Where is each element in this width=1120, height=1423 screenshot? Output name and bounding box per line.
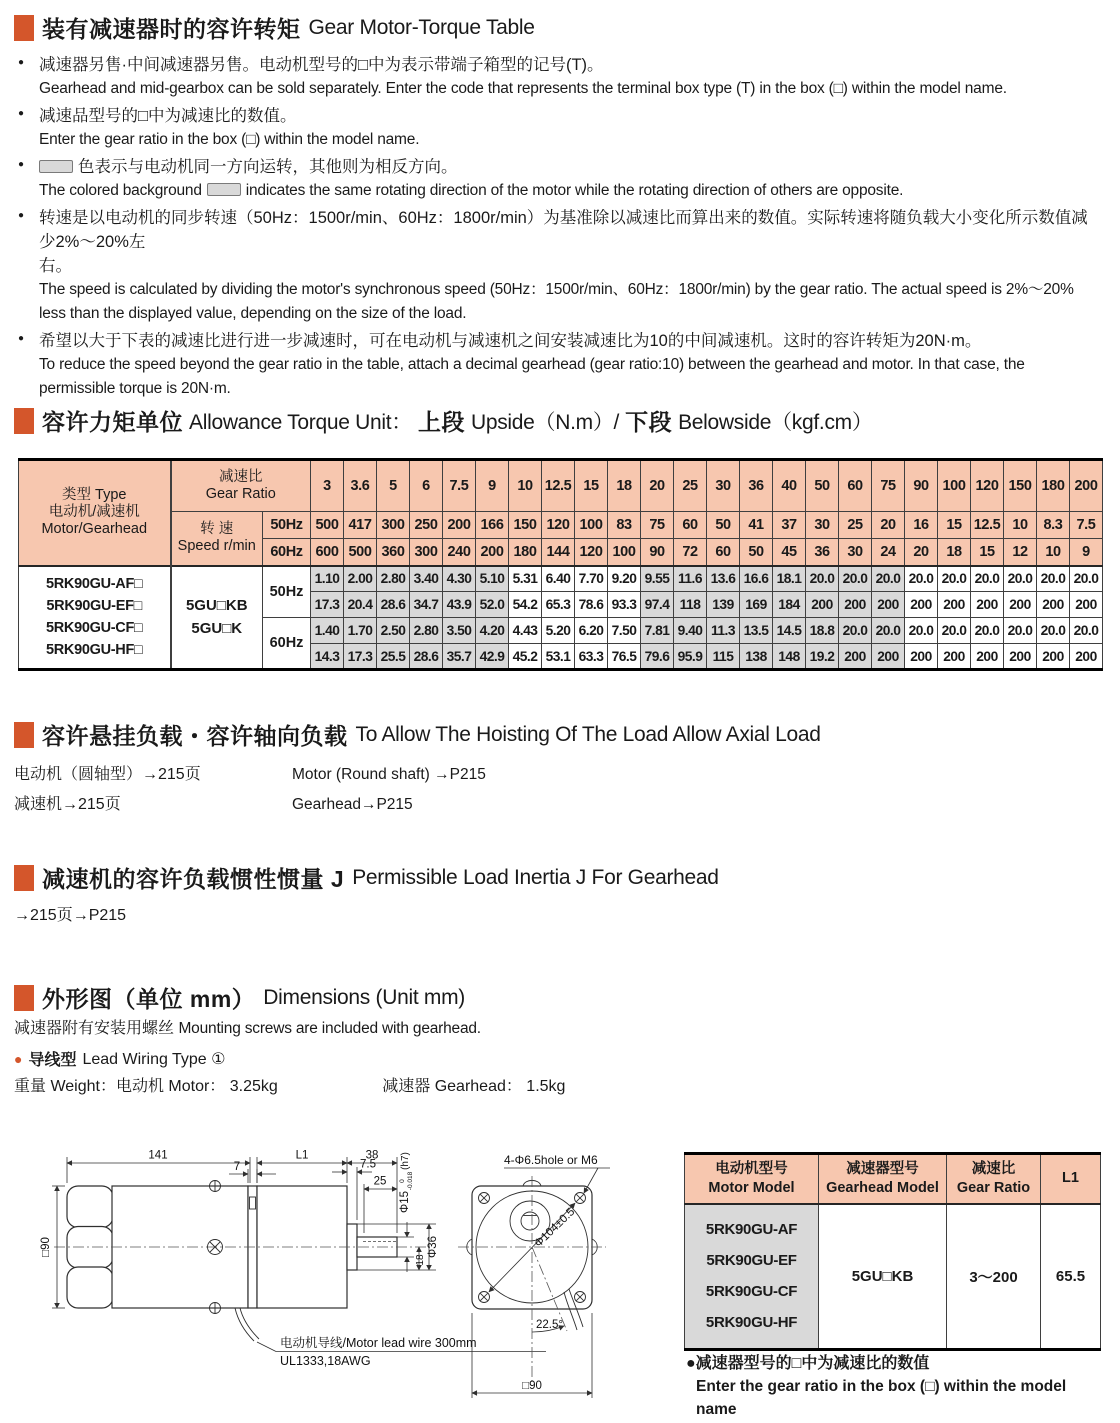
torque-table-cell: 10 xyxy=(1037,539,1070,566)
dim-L1: L1 xyxy=(295,1149,309,1162)
section-title-inertia xyxy=(14,861,719,894)
inertia-link: →215页→P215 xyxy=(14,907,127,924)
dim-shaft-tol-top: 0 xyxy=(399,1179,406,1183)
direction-color-swatch xyxy=(39,160,73,173)
torque-table-cell: 2.80 xyxy=(410,618,443,644)
section-title-en: Gear Motor-Torque Table xyxy=(308,15,535,39)
dim-shaft-tol-bot: -0.018 xyxy=(407,1171,414,1191)
torque-table-cell: 93.3 xyxy=(608,592,641,618)
torque-table-cell: 18 xyxy=(608,460,641,512)
torque-table-cell: 75 xyxy=(872,460,905,512)
gear-motor-torque-table xyxy=(18,458,1103,671)
torque-table-cell: 200 xyxy=(476,539,509,566)
torque-table-cell: 3.6 xyxy=(344,460,377,512)
unit-upside-en: Upside（N.m）/ xyxy=(470,410,620,434)
torque-table-cell: 25.5 xyxy=(377,644,410,670)
torque-table-cell: 20.0 xyxy=(1004,618,1037,644)
torque-table-cell: 10 xyxy=(1004,512,1037,539)
l1-cell: 65.5 xyxy=(1041,1204,1101,1350)
torque-table-cell: 8.3 xyxy=(1037,512,1070,539)
torque-table-cell: 6 xyxy=(410,460,443,512)
link-row xyxy=(14,760,486,790)
section-marker-icon xyxy=(14,722,34,748)
dim-shaft-fit: (h7) xyxy=(400,1152,411,1170)
torque-table-cell: 500 xyxy=(344,539,377,566)
note-zh: 希望以大于下表的减速比进行进一步减速时，可在电动机与减速机之间安装减速比为10的中间减速机。这时的容许转矩为20N·m。 xyxy=(39,332,982,350)
torque-table-cell: 600 xyxy=(311,539,344,566)
torque-table-cell: 118 xyxy=(674,592,707,618)
torque-table-cell: 3 xyxy=(311,460,344,512)
torque-table-cell: 28.6 xyxy=(410,644,443,670)
lead-wiring-line xyxy=(14,1047,226,1070)
torque-table-cell: 45 xyxy=(773,539,806,566)
dim-38: 38 xyxy=(365,1149,379,1162)
torque-table-cell: 28.6 xyxy=(377,592,410,618)
torque-table-cell: 300 xyxy=(410,539,443,566)
torque-table-cell: 148 xyxy=(773,644,806,670)
col-gear-ratio: 减速比 Gear Ratio xyxy=(947,1154,1041,1204)
note-en: The speed is calculated by dividing the motor's synchronous speed (50Hz：1500r/min、60Hz：1800r/min) by the gear ratio. The actual speed is 2%～20% less than the displayed value, depending on the size of the load. xyxy=(39,281,1074,322)
note-zh: 减速器另售·中间减速器另售。电动机型号的□中为表示带端子箱型的记号(T)。 xyxy=(39,56,604,74)
torque-table-cell: 200 xyxy=(938,644,971,670)
lead-en: Lead Wiring Type ① xyxy=(82,1050,226,1068)
torque-table-cell: 20.0 xyxy=(905,566,938,592)
torque-table-cell: 75 xyxy=(641,512,674,539)
section-title-zh: 装有减速器时的容许转矩 xyxy=(42,16,301,42)
torque-table-cell: 17.3 xyxy=(311,592,344,618)
bullet-item xyxy=(18,53,1104,101)
torque-table-cell: 250 xyxy=(410,512,443,539)
dims-zh: 外形图（单位 mm） xyxy=(42,986,256,1012)
torque-table-cell: 20.0 xyxy=(938,618,971,644)
motor-models-cell: 5RK90GU-AF 5RK90GU-EF 5RK90GU-CF 5RK90GU-HF xyxy=(685,1204,819,1350)
torque-table-cell: 50Hz xyxy=(263,512,311,539)
section-marker-icon xyxy=(14,15,34,41)
weight-line xyxy=(14,1073,565,1096)
torque-table-cell: 97.4 xyxy=(641,592,674,618)
torque-table-cell: 18 xyxy=(938,539,971,566)
torque-table-cell: 100 xyxy=(575,512,608,539)
torque-table-cell: 20.0 xyxy=(839,566,872,592)
torque-table-cell: 5 xyxy=(377,460,410,512)
torque-table-cell: 20.0 xyxy=(938,566,971,592)
torque-table-cell: 200 xyxy=(905,592,938,618)
torque-table-cell: 12.5 xyxy=(542,460,575,512)
weight-motor: 重量 Weight：电动机 Motor： 3.25kg xyxy=(14,1078,278,1095)
torque-table-cell: 50 xyxy=(707,512,740,539)
bullet-item xyxy=(18,155,1104,203)
torque-table-cell: 30 xyxy=(806,512,839,539)
torque-table-cell: 200 xyxy=(839,644,872,670)
dim-7-5: 7.5 xyxy=(360,1158,376,1171)
torque-table-cell: 4.20 xyxy=(476,618,509,644)
unit-belowside-zh: 下段 xyxy=(625,409,673,435)
torque-table-cell: 13.5 xyxy=(740,618,773,644)
torque-table-cell: 5.10 xyxy=(476,566,509,592)
torque-table-cell: 12 xyxy=(1004,539,1037,566)
torque-table-cell: 115 xyxy=(707,644,740,670)
torque-table-cell: 83 xyxy=(608,512,641,539)
torque-table-cell: 转 速 Speed r/min xyxy=(171,512,263,566)
torque-table-cell: 20.0 xyxy=(1037,618,1070,644)
torque-table-cell: 166 xyxy=(476,512,509,539)
model-table-wrap xyxy=(684,1152,1101,1351)
torque-table-cell: 9 xyxy=(476,460,509,512)
torque-table-cell: 34.7 xyxy=(410,592,443,618)
torque-table-cell: 17.3 xyxy=(344,644,377,670)
torque-table-cell: 7.5 xyxy=(443,460,476,512)
lead-wire-label: 电动机导线/Motor lead wire 300mm xyxy=(280,1336,477,1350)
torque-table-cell: 14.5 xyxy=(773,618,806,644)
torque-table-cell: 9.20 xyxy=(608,566,641,592)
torque-table-cell: 100 xyxy=(938,460,971,512)
torque-table-cell: 200 xyxy=(443,512,476,539)
weight-gearhead: 减速器 Gearhead： 1.5kg xyxy=(382,1078,566,1095)
bullet-icon: ● xyxy=(18,57,25,68)
torque-table-cell: 18.8 xyxy=(806,618,839,644)
torque-table-cell: 60 xyxy=(674,512,707,539)
inertia-en: Permissible Load Inertia J For Gearhead xyxy=(352,865,719,889)
torque-table-cell: 169 xyxy=(740,592,773,618)
torque-table-cell: 16.6 xyxy=(740,566,773,592)
torque-table-cell: 200 xyxy=(1070,592,1103,618)
torque-table-cell: 6.20 xyxy=(575,618,608,644)
torque-table-cell: 150 xyxy=(1004,460,1037,512)
lead-zh: 导线型 xyxy=(28,1052,77,1069)
torque-table-cell: 6.40 xyxy=(542,566,575,592)
gear-ratio-cell: 3～200 xyxy=(947,1204,1041,1350)
torque-table-cell: 138 xyxy=(740,644,773,670)
torque-table-cell: 20.0 xyxy=(1070,566,1103,592)
torque-table-cell: 50 xyxy=(740,539,773,566)
lead-wire-spec: UL1333,18AWG xyxy=(280,1354,371,1368)
unit-upside-zh: 上段 xyxy=(417,409,465,435)
torque-table-cell: 90 xyxy=(641,539,674,566)
gearhead-model-cell: 5GU□KB xyxy=(819,1204,947,1350)
torque-table-cell: 9.40 xyxy=(674,618,707,644)
torque-table-cell: 180 xyxy=(1037,460,1070,512)
torque-table-cell: 65.3 xyxy=(542,592,575,618)
torque-table-cell: 76.5 xyxy=(608,644,641,670)
torque-table-cell: 18.1 xyxy=(773,566,806,592)
front-view xyxy=(458,1153,610,1398)
mounting-note-en: Mounting screws are included with gearhead. xyxy=(178,1020,481,1037)
torque-table-cell: 7.5 xyxy=(1070,512,1103,539)
torque-table-cell: 20.0 xyxy=(971,566,1004,592)
torque-table-cell: 20.0 xyxy=(872,566,905,592)
dim-angle: 22.5° xyxy=(536,1319,563,1331)
torque-table-cell: 12.5 xyxy=(971,512,1004,539)
torque-table-cell: 11.6 xyxy=(674,566,707,592)
torque-table-cell: 50Hz xyxy=(263,566,311,618)
torque-table-cell: 11.3 xyxy=(707,618,740,644)
torque-table-cell: 15 xyxy=(575,460,608,512)
inertia-zh: 减速机的容许负载惯性惯量 J xyxy=(42,866,345,892)
bullet-icon: ● xyxy=(18,159,25,170)
model-note-zh: ●减速器型号的□中为减速比的数值 xyxy=(686,1355,930,1372)
note-zh: 减速品型号的□中为减速比的数值。 xyxy=(39,107,297,125)
torque-table-cell: 144 xyxy=(542,539,575,566)
torque-table-cell: 20 xyxy=(641,460,674,512)
direction-color-swatch xyxy=(207,183,241,196)
torque-table-cell: 54.2 xyxy=(509,592,542,618)
mounting-note-zh: 减速器附有安装用螺丝 xyxy=(14,1020,175,1037)
torque-table-cell: 300 xyxy=(377,512,410,539)
torque-table-cell: 19.2 xyxy=(806,644,839,670)
torque-table-wrap xyxy=(18,458,1103,671)
torque-table-cell: 200 xyxy=(1004,592,1037,618)
dim-boss-dia: Φ36 xyxy=(427,1236,439,1258)
torque-table-cell: 25 xyxy=(839,512,872,539)
bullet-icon: ● xyxy=(18,210,25,221)
torque-table-cell: 3.40 xyxy=(410,566,443,592)
torque-table-cell: 50 xyxy=(806,460,839,512)
torque-table-cell: 5GU□KB 5GU□K xyxy=(171,566,263,670)
torque-table-cell: 3.50 xyxy=(443,618,476,644)
torque-table-cell: 200 xyxy=(1070,460,1103,512)
torque-table-cell: 200 xyxy=(1037,592,1070,618)
torque-table-cell: 120 xyxy=(971,460,1004,512)
model-note-en: Enter the gear ratio in the box (□) within the model name xyxy=(696,1378,1067,1418)
torque-table-cell: 79.6 xyxy=(641,644,674,670)
unit-zh: 容许力矩单位 xyxy=(42,409,183,435)
torque-table-cell: 200 xyxy=(806,592,839,618)
torque-table-cell: 90 xyxy=(905,460,938,512)
torque-table-cell: 200 xyxy=(971,592,1004,618)
torque-table-cell: 60 xyxy=(839,460,872,512)
unit-belowside-en: Belowside（kgf.cm） xyxy=(678,410,873,434)
model-table-note xyxy=(686,1352,1106,1421)
torque-table-cell: 360 xyxy=(377,539,410,566)
side-view xyxy=(40,1150,546,1369)
unit-en: Allowance Torque Unit： xyxy=(189,410,412,434)
torque-table-cell: 15 xyxy=(938,512,971,539)
torque-table-cell: 20.0 xyxy=(872,618,905,644)
torque-table-cell: 9 xyxy=(1070,539,1103,566)
torque-table-cell: 20.0 xyxy=(839,618,872,644)
torque-table-cell: 9.55 xyxy=(641,566,674,592)
note-zh-line2: 右。 xyxy=(39,257,72,275)
torque-table-cell: 16 xyxy=(905,512,938,539)
torque-table-cell: 20.0 xyxy=(905,618,938,644)
torque-table-cell: 15 xyxy=(971,539,1004,566)
torque-table-cell: 20.0 xyxy=(1070,618,1103,644)
torque-table-cell: 2.00 xyxy=(344,566,377,592)
torque-table-cell: 500 xyxy=(311,512,344,539)
torque-table-cell: 150 xyxy=(509,512,542,539)
torque-table-cell: 100 xyxy=(608,539,641,566)
torque-table-cell: 36 xyxy=(740,460,773,512)
torque-table-cell: 41 xyxy=(740,512,773,539)
torque-table-cell: 200 xyxy=(938,592,971,618)
torque-table-cell: 20.4 xyxy=(344,592,377,618)
torque-table-cell: 20.0 xyxy=(806,566,839,592)
notes-list xyxy=(18,53,1104,404)
torque-table-cell: 180 xyxy=(509,539,542,566)
dims-en: Dimensions (Unit mm) xyxy=(263,985,465,1009)
section-title-torque-unit xyxy=(14,404,879,437)
torque-table-cell: 20 xyxy=(872,512,905,539)
torque-table-cell: 42.9 xyxy=(476,644,509,670)
section-title-hoist xyxy=(14,718,821,751)
dimension-drawing xyxy=(30,1136,680,1414)
col-motor-model: 电动机型号 Motor Model xyxy=(685,1154,819,1204)
torque-table-cell: 4.30 xyxy=(443,566,476,592)
torque-table-cell: 53.1 xyxy=(542,644,575,670)
torque-table-cell: 139 xyxy=(707,592,740,618)
torque-table-cell: 30 xyxy=(707,460,740,512)
section-marker-icon xyxy=(14,985,34,1011)
torque-table-cell: 72 xyxy=(674,539,707,566)
torque-table-cell: 45.2 xyxy=(509,644,542,670)
torque-table-cell: 5.20 xyxy=(542,618,575,644)
torque-table-cell: 1.70 xyxy=(344,618,377,644)
note-zh: 转速是以电动机的同步转速（50Hz：1500r/min、60Hz：1800r/min）为基准除以减速比而算出来的数值。实际转速将随负载大小变化所示数值减少2%～20%左 xyxy=(39,209,1088,251)
col-gearhead-model: 减速器型号 Gearhead Model xyxy=(819,1154,947,1204)
torque-table-cell: 类型 Type 电动机/减速机 Motor/Gearhead xyxy=(19,460,171,566)
col-l1: L1 xyxy=(1041,1154,1101,1204)
torque-table-cell: 417 xyxy=(344,512,377,539)
dim-141: 141 xyxy=(148,1149,168,1162)
dim-18: 18 xyxy=(415,1254,426,1266)
motor-gearhead-model-table xyxy=(684,1152,1101,1351)
bullet-item xyxy=(18,104,1104,152)
torque-table-cell: 120 xyxy=(542,512,575,539)
torque-table-cell: 184 xyxy=(773,592,806,618)
torque-table-cell: 1.10 xyxy=(311,566,344,592)
bullet-icon: ● xyxy=(18,108,25,119)
section-title-torque xyxy=(14,11,535,44)
hoist-zh: 容许悬挂负载・容许轴向负载 xyxy=(42,723,348,749)
torque-table-cell: 200 xyxy=(1004,644,1037,670)
torque-table-cell: 78.6 xyxy=(575,592,608,618)
torque-table-cell: 43.9 xyxy=(443,592,476,618)
bullet-item xyxy=(18,329,1104,401)
torque-table-cell: 200 xyxy=(1037,644,1070,670)
torque-table-cell: 200 xyxy=(1070,644,1103,670)
section-marker-icon xyxy=(14,865,34,891)
dim-shaft-dia: Φ15 xyxy=(399,1191,411,1213)
note-en: Gearhead and mid-gearbox can be sold separately. Enter the code that represents the terminal box type (T) in the box (□) within the model name. xyxy=(39,80,1007,97)
torque-table-cell: 4.43 xyxy=(509,618,542,644)
torque-table-cell: 60Hz xyxy=(263,618,311,670)
torque-table-cell: 2.80 xyxy=(377,566,410,592)
torque-table-cell: 200 xyxy=(872,644,905,670)
torque-table-cell: 240 xyxy=(443,539,476,566)
note-en: Enter the gear ratio in the box (□) within the model name. xyxy=(39,131,420,148)
torque-table-cell: 52.0 xyxy=(476,592,509,618)
dim-bolt-circle: Φ104±0.5 xyxy=(532,1205,578,1250)
torque-table-cell: 减速比 Gear Ratio xyxy=(171,460,311,512)
torque-table-cell: 5.31 xyxy=(509,566,542,592)
note-en-pre: The colored background xyxy=(39,182,202,199)
section-marker-icon xyxy=(14,408,34,434)
link-row xyxy=(14,790,486,820)
model-table-header-row xyxy=(685,1154,1101,1204)
torque-table-cell: 20.0 xyxy=(1037,566,1070,592)
torque-table-cell: 40 xyxy=(773,460,806,512)
torque-table-cell: 36 xyxy=(806,539,839,566)
dim-frame-90: □90 xyxy=(40,1237,52,1257)
torque-table-cell: 20 xyxy=(905,539,938,566)
mounting-note xyxy=(14,1015,481,1038)
note-en-post: indicates the same rotating direction of the motor while the rotating direction of others are opposite. xyxy=(245,182,904,199)
hoist-links xyxy=(14,760,486,820)
bullet-icon: ● xyxy=(18,333,25,344)
torque-table-cell: 20.0 xyxy=(971,618,1004,644)
torque-table-cell: 200 xyxy=(872,592,905,618)
torque-table-cell: 10 xyxy=(509,460,542,512)
torque-table-cell: 20.0 xyxy=(1004,566,1037,592)
note-en: To reduce the speed beyond the gear ratio in the table, attach a decimal gearhead (gear ratio:10) between the gearhead and motor. In that case, the permissible torque is 20N·m. xyxy=(39,356,1025,397)
torque-table-cell: 7.50 xyxy=(608,618,641,644)
bullet-item xyxy=(18,206,1104,326)
torque-table-cell: 60 xyxy=(707,539,740,566)
hole-callout: 4-Φ6.5hole or M6 xyxy=(504,1153,598,1167)
dim-25: 25 xyxy=(373,1175,387,1188)
torque-table-cell: 7.70 xyxy=(575,566,608,592)
note-en xyxy=(39,179,1104,203)
torque-table-cell: 2.50 xyxy=(377,618,410,644)
note-zh xyxy=(39,155,1104,179)
link-gearhead-en: Gearhead→P215 xyxy=(292,796,413,813)
torque-table-cell: 13.6 xyxy=(707,566,740,592)
torque-table-cell: 5RK90GU-AF□ 5RK90GU-EF□ 5RK90GU-CF□ 5RK90GU-HF□ xyxy=(19,566,171,670)
torque-table-cell: 63.3 xyxy=(575,644,608,670)
orange-dot-icon: ● xyxy=(14,1050,23,1067)
model-table-data-row xyxy=(685,1204,1101,1350)
link-motor-en: Motor (Round shaft) →P215 xyxy=(292,766,486,783)
torque-table-cell: 37 xyxy=(773,512,806,539)
torque-table-cell: 30 xyxy=(839,539,872,566)
torque-table-cell: 14.3 xyxy=(311,644,344,670)
torque-table-cell: 7.81 xyxy=(641,618,674,644)
torque-table-cell: 95.9 xyxy=(674,644,707,670)
dim-flange-90: □90 xyxy=(522,1380,542,1392)
note-zh-text: 色表示与电动机同一方向运转，其他则为相反方向。 xyxy=(78,158,458,176)
torque-table-cell: 25 xyxy=(674,460,707,512)
torque-table-cell: 1.40 xyxy=(311,618,344,644)
torque-table-cell: 120 xyxy=(575,539,608,566)
torque-table-cell: 200 xyxy=(905,644,938,670)
link-gearhead-zh: 减速机→215页 xyxy=(14,796,121,813)
torque-table-cell: 200 xyxy=(971,644,1004,670)
torque-table-cell: 24 xyxy=(872,539,905,566)
torque-table-cell: 200 xyxy=(839,592,872,618)
hoist-en: To Allow The Hoisting Of The Load Allow Axial Load xyxy=(355,722,821,746)
torque-table-cell: 35.7 xyxy=(443,644,476,670)
link-motor-zh: 电动机（圆轴型）→215页 xyxy=(14,766,201,783)
torque-table-cell: 60Hz xyxy=(263,539,311,566)
section-title-dimensions xyxy=(14,981,465,1014)
dim-7: 7 xyxy=(233,1161,241,1173)
